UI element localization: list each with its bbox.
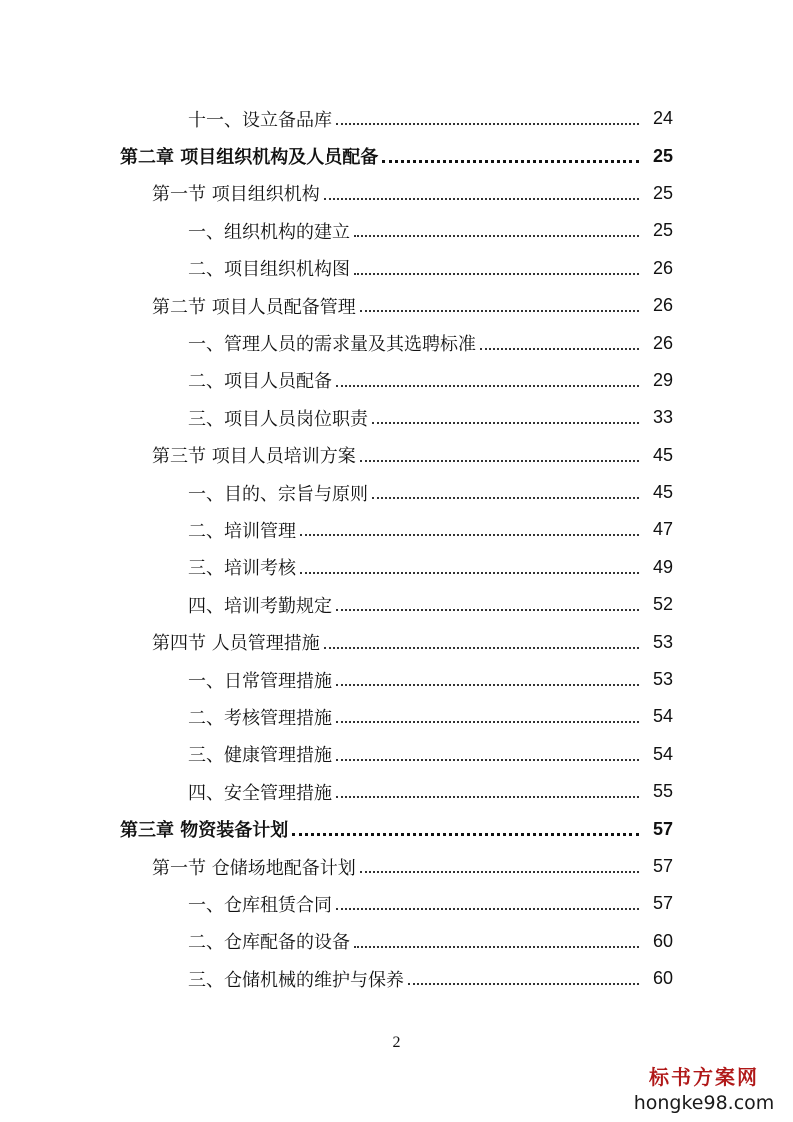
- toc-entry-page: 47: [652, 519, 673, 540]
- toc-dot-leader: [292, 832, 639, 836]
- toc-dot-leader: [360, 870, 639, 873]
- toc-entry-title: 二、项目人员配备: [188, 371, 332, 393]
- toc-entry-title: 一、组织机构的建立: [188, 221, 350, 243]
- toc-entry-page: 45: [652, 482, 673, 503]
- toc-dot-leader: [336, 758, 639, 761]
- toc-chapter-entry[interactable]: [0, 137, 793, 174]
- toc-dot-leader: [382, 159, 639, 163]
- toc-entry-title: 一、仓库租赁合同: [188, 894, 332, 916]
- toc-entry-title: 三、健康管理措施: [188, 745, 332, 767]
- toc-subsection-entry[interactable]: [0, 474, 793, 511]
- toc-section-entry[interactable]: [0, 848, 793, 885]
- toc-entry-page: 54: [652, 743, 673, 764]
- toc-dot-leader: [300, 571, 639, 574]
- toc-entry-page: 57: [652, 893, 673, 914]
- toc-subsection-entry[interactable]: [0, 586, 793, 623]
- toc-dot-leader: [336, 795, 639, 798]
- toc-section-entry[interactable]: [0, 437, 793, 474]
- toc-entry-title: 三、项目人员岗位职责: [188, 408, 368, 430]
- toc-entry-page: 55: [652, 781, 673, 802]
- toc-dot-leader: [372, 496, 639, 499]
- page-number: 2: [392, 1034, 401, 1051]
- watermark-url: hongke98.com: [633, 1092, 775, 1114]
- toc-chapter-entry[interactable]: [0, 810, 793, 847]
- toc-entry-title: 四、培训考勤规定: [188, 595, 332, 617]
- toc-dot-leader: [336, 720, 639, 723]
- toc-dot-leader: [480, 347, 639, 350]
- toc-entry-title: 三、仓储机械的维护与保养: [188, 969, 404, 991]
- toc-dot-leader: [336, 907, 639, 910]
- toc-subsection-entry[interactable]: [0, 661, 793, 698]
- toc-entry-page: 49: [652, 556, 673, 577]
- toc-subsection-entry[interactable]: [0, 960, 793, 997]
- toc-dot-leader: [372, 421, 639, 424]
- toc-subsection-entry[interactable]: [0, 250, 793, 287]
- toc-entry-title: 四、安全管理措施: [188, 782, 332, 804]
- toc-subsection-entry[interactable]: [0, 511, 793, 548]
- toc-dot-leader: [408, 982, 639, 985]
- toc-subsection-entry[interactable]: [0, 923, 793, 960]
- toc-entry-title: 第一节 仓储场地配备计划: [152, 857, 356, 879]
- toc-entry-page: 60: [652, 930, 673, 951]
- toc-subsection-entry[interactable]: [0, 324, 793, 361]
- toc-section-entry[interactable]: [0, 175, 793, 212]
- toc-entry-title: 一、目的、宗旨与原则: [188, 483, 368, 505]
- toc-entry-page: 26: [652, 257, 673, 278]
- toc-entry-page: 53: [652, 669, 673, 690]
- toc-dot-leader: [360, 459, 639, 462]
- toc-entry-page: 45: [652, 444, 673, 465]
- toc-subsection-entry[interactable]: [0, 736, 793, 773]
- toc-entry-title: 第二章 项目组织机构及人员配备: [120, 147, 379, 169]
- toc-entry-title: 第二节 项目人员配备管理: [152, 296, 356, 318]
- toc-entry-page: 25: [652, 220, 673, 241]
- toc-entry-page: 57: [652, 818, 673, 839]
- toc-entry-title: 一、日常管理措施: [188, 670, 332, 692]
- toc-entry-title: 十一、设立备品库: [188, 109, 332, 131]
- toc-dot-leader: [336, 384, 639, 387]
- toc-subsection-entry[interactable]: [0, 399, 793, 436]
- toc-entry-title: 二、培训管理: [188, 520, 296, 542]
- toc-entry-page: 33: [652, 407, 673, 428]
- toc-entry-page: 25: [652, 145, 673, 166]
- toc-subsection-entry[interactable]: [0, 212, 793, 249]
- toc-entry-page: 52: [652, 594, 673, 615]
- toc-entry-page: 26: [652, 332, 673, 353]
- toc-entry-page: 25: [652, 182, 673, 203]
- toc-subsection-entry[interactable]: [0, 549, 793, 586]
- toc-subsection-entry[interactable]: [0, 698, 793, 735]
- toc-entry-page: 54: [652, 706, 673, 727]
- toc-subsection-entry[interactable]: [0, 362, 793, 399]
- toc-entry-page: 24: [652, 108, 673, 129]
- toc-subsection-entry[interactable]: [0, 773, 793, 810]
- toc-entry-title: 二、考核管理措施: [188, 707, 332, 729]
- watermark-logo: [629, 1061, 779, 1114]
- toc-entry-title: 一、管理人员的需求量及其选聘标准: [188, 334, 476, 356]
- toc-dot-leader: [354, 945, 639, 948]
- toc-entry-page: 57: [652, 856, 673, 876]
- toc-entry-page: 29: [652, 369, 673, 390]
- watermark-name: 标书方案网: [649, 1065, 759, 1089]
- toc-entry-title: 第四节 人员管理措施: [152, 633, 320, 655]
- toc-dot-leader: [336, 608, 639, 611]
- toc-dot-leader: [354, 234, 639, 237]
- toc-entry-page: 60: [652, 968, 673, 989]
- toc-entry-title: 第三章 物资装备计划: [120, 820, 289, 842]
- toc-dot-leader: [324, 197, 639, 200]
- toc-section-entry[interactable]: [0, 287, 793, 324]
- toc-section-entry[interactable]: [0, 623, 793, 660]
- toc-dot-leader: [336, 683, 639, 686]
- toc-dot-leader: [360, 309, 639, 312]
- toc-subsection-entry[interactable]: [0, 100, 793, 137]
- toc-dot-leader: [336, 122, 639, 125]
- toc-entry-title: 第一节 项目组织机构: [152, 184, 320, 206]
- toc-entry-page: 26: [652, 295, 673, 316]
- toc-dot-leader: [354, 272, 639, 275]
- toc-entry-title: 二、仓库配备的设备: [188, 932, 350, 954]
- table-of-contents: [0, 100, 793, 997]
- toc-entry-page: 53: [652, 631, 673, 652]
- toc-dot-leader: [300, 533, 639, 536]
- toc-subsection-entry[interactable]: [0, 885, 793, 922]
- toc-entry-title: 三、培训考核: [188, 558, 296, 580]
- toc-dot-leader: [324, 646, 639, 649]
- toc-entry-title: 第三节 项目人员培训方案: [152, 446, 356, 468]
- toc-entry-title: 二、项目组织机构图: [188, 259, 350, 281]
